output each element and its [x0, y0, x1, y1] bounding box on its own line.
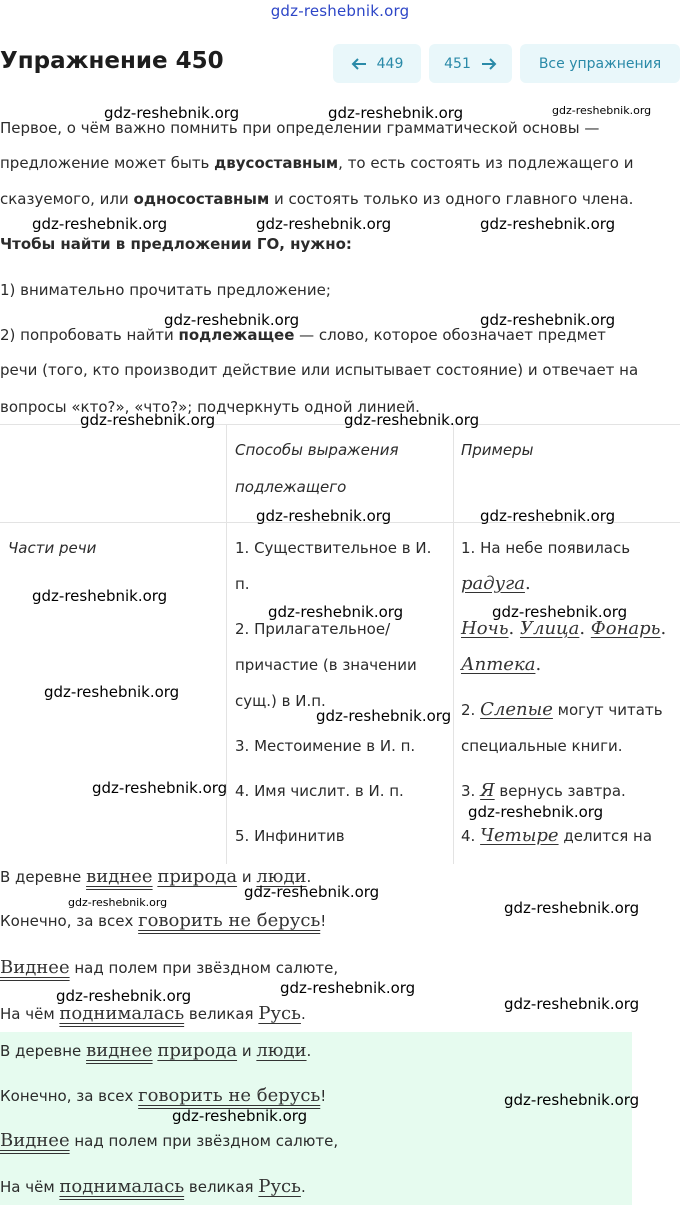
watermark-text: gdz-reshebnik.org	[164, 311, 300, 329]
watermark-text: gdz-reshebnik.org	[244, 883, 380, 901]
example-words: Ночь. Улица. Фонарь.	[461, 618, 667, 639]
answer-sentence-4: На чём поднималась великая Русь.	[0, 1176, 306, 1197]
intro-line-6: 2) попробовать найти подлежащее — слово, которое обозначает предмет	[0, 326, 606, 344]
intro-line-4: Чтобы найти в предложении ГО, нужно:	[0, 235, 352, 253]
table-cell: 1. Существительное в И.	[235, 539, 432, 557]
watermark-text: gdz-reshebnik.org	[552, 104, 652, 117]
page-title: Упражнение 450	[0, 48, 224, 74]
intro-line-8: вопросы «кто?», «что?»; подчеркнуть одной линией.	[0, 398, 420, 416]
table-col-divider-2	[453, 424, 454, 864]
watermark-text: gdz-reshebnik.org	[504, 995, 640, 1013]
prev-exercise-label: 449	[376, 55, 404, 72]
table-col-divider-1	[226, 424, 227, 864]
table-header-2a: Способы выражения	[235, 441, 399, 459]
watermark-text: gdz-reshebnik.org	[68, 896, 168, 909]
watermark-text: gdz-reshebnik.org	[256, 507, 392, 525]
watermark-text: gdz-reshebnik.org	[492, 603, 628, 621]
all-exercises-button[interactable]	[520, 44, 680, 83]
table-cell: специальные книги.	[461, 737, 623, 755]
watermark-text: gdz-reshebnik.org	[56, 987, 192, 1005]
watermark-text: gdz-reshebnik.org	[280, 979, 416, 997]
watermark-text: gdz-reshebnik.org	[480, 507, 616, 525]
answer-sentence-3: Виднее над полем при звёздном салюте,	[0, 1130, 339, 1151]
prev-exercise-button[interactable]	[333, 44, 421, 83]
site-logo-text: gdz-reshebnik.org	[270, 2, 410, 20]
watermark-text: gdz-reshebnik.org	[32, 587, 168, 605]
watermark-text: gdz-reshebnik.org	[104, 104, 240, 122]
example-word: Аптека.	[461, 654, 542, 675]
watermark-text: gdz-reshebnik.org	[328, 104, 464, 122]
watermark-text: gdz-reshebnik.org	[32, 215, 168, 233]
watermark-text: gdz-reshebnik.org	[504, 899, 640, 917]
watermark-text: gdz-reshebnik.org	[504, 1091, 640, 1109]
all-exercises-label: Все упражнения	[538, 55, 662, 72]
sentence-4: На чём поднималась великая Русь.	[0, 1003, 306, 1024]
table-cell: 5. Инфинитив	[235, 827, 345, 845]
watermark-text: gdz-reshebnik.org	[480, 311, 616, 329]
table-header-2b: подлежащего	[235, 478, 347, 496]
intro-line-5: 1) внимательно прочитать предложение;	[0, 281, 331, 299]
watermark-text: gdz-reshebnik.org	[480, 215, 616, 233]
watermark-text: gdz-reshebnik.org	[172, 1107, 308, 1125]
watermark-text: gdz-reshebnik.org	[44, 683, 180, 701]
table-cell: причастие (в значении	[235, 656, 417, 674]
next-exercise-button[interactable]	[429, 44, 512, 83]
intro-line-7: речи (того, кто производит действие или испытывает состояние) и отвечает на	[0, 361, 639, 379]
sentence-3: Виднее над полем при звёздном салюте,	[0, 957, 339, 978]
example-line: 2. Слепые могут читать	[461, 699, 663, 720]
watermark-text: gdz-reshebnik.org	[268, 603, 404, 621]
sentence-2: Конечно, за всех говорить не берусь!	[0, 910, 327, 931]
table-cell: п.	[235, 575, 250, 593]
answer-sentence-1: В деревне виднее природа и люди.	[0, 1040, 312, 1061]
watermark-text: gdz-reshebnik.org	[256, 215, 392, 233]
sentence-1: В деревне виднее природа и люди.	[0, 866, 312, 887]
table-cell: сущ.) в И.п.	[235, 692, 326, 710]
table-cell: 1. На небе появилась	[461, 539, 631, 557]
example-word: радуга.	[461, 573, 531, 594]
example-line: 4. Четыре делится на	[461, 825, 653, 846]
answer-sentence-2: Конечно, за всех говорить не берусь!	[0, 1085, 327, 1106]
table-cell: 4. Имя числит. в И. п.	[235, 782, 404, 800]
watermark-text: gdz-reshebnik.org	[344, 411, 480, 429]
intro-line-3: сказуемого, или односоставным и состоять только из одного главного члена.	[0, 190, 634, 208]
arrow-right-icon	[481, 57, 497, 71]
watermark-text: gdz-reshebnik.org	[316, 707, 452, 725]
example-line: 3. Я вернусь завтра.	[461, 780, 626, 801]
table-cell: 3. Местоимение в И. п.	[235, 737, 416, 755]
watermark-text: gdz-reshebnik.org	[92, 779, 228, 797]
table-header-3: Примеры	[461, 441, 534, 459]
intro-line-2: предложение может быть двусоставным, то есть состоять из подлежащего и	[0, 154, 634, 172]
table-cell: 2. Прилагательное/	[235, 620, 391, 638]
watermark-text: gdz-reshebnik.org	[468, 803, 604, 821]
next-exercise-label: 451	[444, 55, 471, 72]
table-row-label: Части речи	[8, 539, 97, 557]
intro-line-1: Первое, о чём важно помнить при определении грамматической основы —	[0, 119, 600, 137]
watermark-text: gdz-reshebnik.org	[80, 411, 216, 429]
arrow-left-icon	[351, 57, 367, 71]
